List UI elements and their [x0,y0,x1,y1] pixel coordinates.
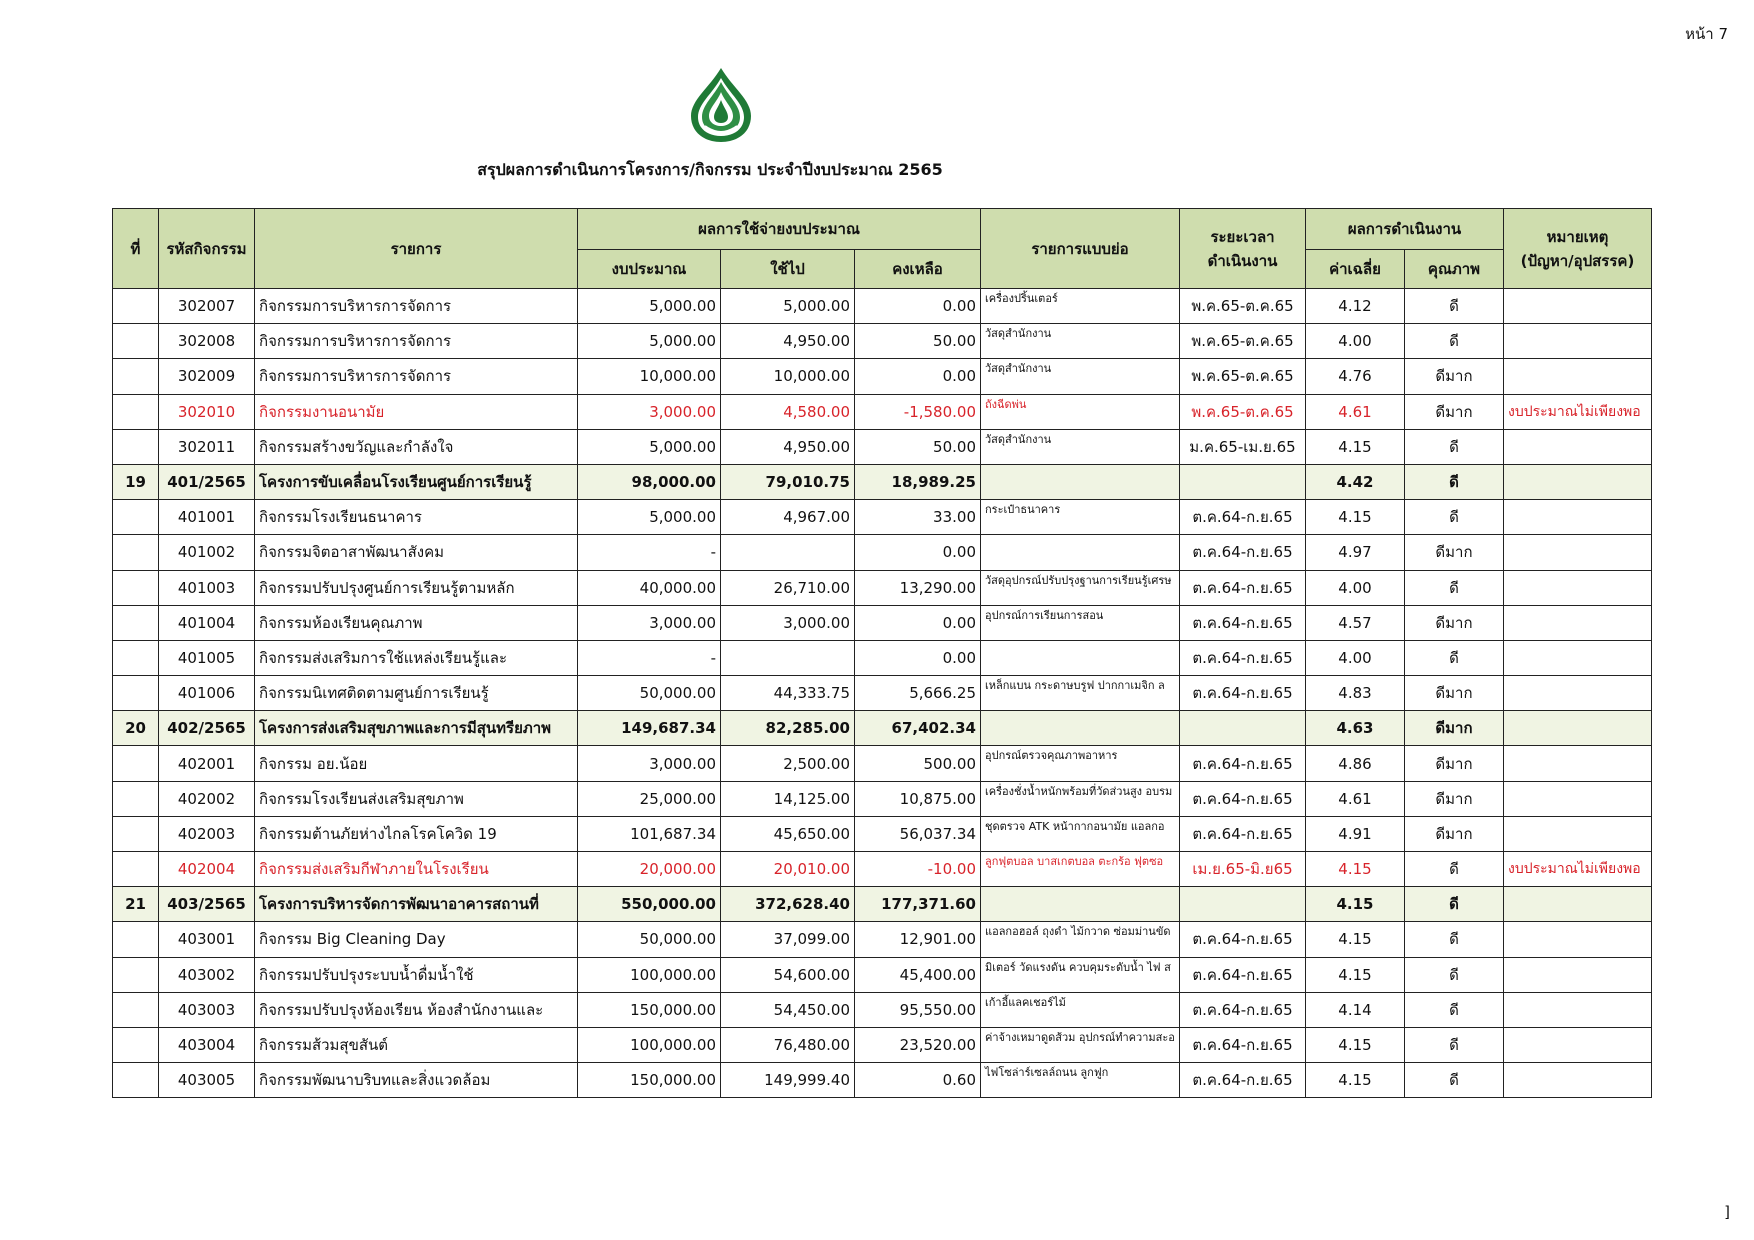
cell-remaining: 45,400.00 [855,957,981,992]
cell-average: 4.15 [1306,887,1405,922]
cell-budget: 40,000.00 [578,570,721,605]
table-row [113,957,1652,992]
cell-remaining: 0.00 [855,640,981,675]
cell-remaining: 177,371.60 [855,887,981,922]
cell-remaining: 500.00 [855,746,981,781]
cell-average: 4.15 [1306,500,1405,535]
cell-item: กิจกรรมปรับปรุงห้องเรียน ห้องสำนักงานและ [255,992,578,1027]
cell-remark [1504,359,1652,394]
cell-remark [1504,816,1652,851]
cell-code: 403001 [159,922,255,957]
cell-brief [981,464,1180,499]
cell-quality: ดี [1405,500,1504,535]
header-quality: คุณภาพ [1405,250,1504,289]
cell-period: เม.ย.65-มิ.ย65 [1180,852,1306,887]
cell-spent: 2,500.00 [721,746,855,781]
cell-code: 302011 [159,429,255,464]
cell-code: 402/2565 [159,711,255,746]
cell-code: 401005 [159,640,255,675]
cell-budget: 100,000.00 [578,1027,721,1062]
table-row [113,816,1652,851]
cell-remark [1504,676,1652,711]
cell-average: 4.15 [1306,852,1405,887]
cell-spent: 4,950.00 [721,324,855,359]
cell-quality: ดีมาก [1405,394,1504,429]
cell-item: กิจกรรมส่งเสริมกีฬาภายในโรงเรียน [255,852,578,887]
cell-item: กิจกรรมส้วมสุขสันต์ [255,1027,578,1062]
cell-spent: 4,967.00 [721,500,855,535]
cell-code: 302007 [159,289,255,324]
cell-quality: ดี [1405,1027,1504,1062]
cell-code: 401/2565 [159,464,255,499]
cell-brief: วัสดุสำนักงาน [981,429,1180,464]
cell-period: ต.ค.64-ก.ย.65 [1180,500,1306,535]
cell-remaining: 0.60 [855,1063,981,1098]
cell-average: 4.61 [1306,394,1405,429]
cell-item: โครงการบริหารจัดการพัฒนาอาคารสถานที่ [255,887,578,922]
cell-no [113,605,159,640]
table-row [113,640,1652,675]
header-budget-group: ผลการใช้จ่ายงบประมาณ [578,209,981,250]
cell-remaining: 33.00 [855,500,981,535]
cell-code: 403002 [159,957,255,992]
cell-no [113,852,159,887]
table-row [113,746,1652,781]
cell-budget: 25,000.00 [578,781,721,816]
cell-item: กิจกรรมโรงเรียนส่งเสริมสุขภาพ [255,781,578,816]
project-row [113,464,1652,499]
cell-item: กิจกรรมการบริหารการจัดการ [255,324,578,359]
cell-item: กิจกรรมโรงเรียนธนาคาร [255,500,578,535]
cell-spent: 82,285.00 [721,711,855,746]
cell-code: 401001 [159,500,255,535]
cell-average: 4.42 [1306,464,1405,499]
school-emblem-icon [687,66,755,144]
table-body [113,289,1652,1098]
header-period-line2: ดำเนินงาน [1207,251,1278,270]
cell-remaining: 50.00 [855,429,981,464]
cell-remaining: 0.00 [855,289,981,324]
cell-quality: ดี [1405,1063,1504,1098]
cell-spent: 149,999.40 [721,1063,855,1098]
table-row [113,394,1652,429]
cell-quality: ดีมาก [1405,816,1504,851]
cell-budget: 3,000.00 [578,746,721,781]
cell-spent: 10,000.00 [721,359,855,394]
cell-remaining: 10,875.00 [855,781,981,816]
cell-remark: งบประมาณไม่เพียงพอ [1504,852,1652,887]
cell-period [1180,887,1306,922]
cell-no: 21 [113,887,159,922]
cell-brief [981,711,1180,746]
cell-code: 302009 [159,359,255,394]
cell-quality: ดีมาก [1405,711,1504,746]
cell-remark [1504,500,1652,535]
cell-no [113,324,159,359]
cell-average: 4.00 [1306,324,1405,359]
cell-quality: ดี [1405,464,1504,499]
cell-code: 402001 [159,746,255,781]
cell-average: 4.00 [1306,640,1405,675]
cell-budget: 150,000.00 [578,992,721,1027]
header-remaining: คงเหลือ [855,250,981,289]
cell-spent: 372,628.40 [721,887,855,922]
cell-budget: 5,000.00 [578,500,721,535]
cell-remark [1504,1063,1652,1098]
report-title: สรุปผลการดำเนินการโครงการ/กิจกรรม ประจำปีงบประมาณ 2565 [477,160,943,179]
header-budget: งบประมาณ [578,250,721,289]
cell-remaining: 67,402.34 [855,711,981,746]
cell-spent: 20,010.00 [721,852,855,887]
cell-average: 4.97 [1306,535,1405,570]
cell-budget: 5,000.00 [578,324,721,359]
cell-quality: ดี [1405,429,1504,464]
table-row [113,676,1652,711]
cell-budget: - [578,535,721,570]
table-row [113,852,1652,887]
cell-item: กิจกรรมต้านภัยห่างไกลโรคโควิด 19 [255,816,578,851]
header-remark-line2: (ปัญหา/อุปสรรค) [1520,251,1635,270]
cell-no [113,394,159,429]
header-brief: รายการแบบย่อ [981,209,1180,289]
table-row [113,324,1652,359]
cell-item: กิจกรรมส่งเสริมการใช้แหล่งเรียนรู้และ [255,640,578,675]
cell-brief: อุปกรณ์การเรียนการสอน [981,605,1180,640]
cell-quality: ดีมาก [1405,676,1504,711]
cell-budget: - [578,640,721,675]
cell-period: ต.ค.64-ก.ย.65 [1180,1063,1306,1098]
cell-no [113,816,159,851]
table-row [113,1027,1652,1062]
cell-quality: ดี [1405,887,1504,922]
cell-brief: ถังฉีดพ่น [981,394,1180,429]
cell-no [113,922,159,957]
cell-budget: 10,000.00 [578,359,721,394]
cell-remaining: 12,901.00 [855,922,981,957]
cell-quality: ดี [1405,922,1504,957]
cell-budget: 5,000.00 [578,429,721,464]
cell-no [113,429,159,464]
cell-brief: ไฟโซล่าร์เซลล์ถนน ลูกฟูก [981,1063,1180,1098]
project-row [113,711,1652,746]
header-period [1180,209,1306,289]
cell-no [113,1027,159,1062]
cell-average: 4.86 [1306,746,1405,781]
cell-period: ต.ค.64-ก.ย.65 [1180,781,1306,816]
cell-item: กิจกรรมสร้างขวัญและกำลังใจ [255,429,578,464]
cell-item: กิจกรรมจิตอาสาพัฒนาสังคม [255,535,578,570]
header-code: รหัสกิจกรรม [159,209,255,289]
cell-average: 4.15 [1306,1063,1405,1098]
cell-remaining: -10.00 [855,852,981,887]
cell-item: กิจกรรมนิเทศติดตามศูนย์การเรียนรู้ [255,676,578,711]
cell-no [113,992,159,1027]
cell-item: โครงการส่งเสริมสุขภาพและการมีสุนทรียภาพ [255,711,578,746]
cell-average: 4.76 [1306,359,1405,394]
cell-period: พ.ค.65-ต.ค.65 [1180,359,1306,394]
cell-spent: 54,600.00 [721,957,855,992]
cell-spent: 14,125.00 [721,781,855,816]
table-row [113,781,1652,816]
cell-remaining: -1,580.00 [855,394,981,429]
cell-remark [1504,640,1652,675]
cell-no [113,1063,159,1098]
cell-average: 4.83 [1306,676,1405,711]
cell-item: กิจกรรมงานอนามัย [255,394,578,429]
cell-remark [1504,570,1652,605]
cell-brief: เหล็กแบน กระดาษบรูฟ ปากกาเมจิก ล [981,676,1180,711]
cell-remaining: 95,550.00 [855,992,981,1027]
cell-brief: เก้าอี้แลคเชอร์ไม้ [981,992,1180,1027]
table-row [113,570,1652,605]
table-row [113,429,1652,464]
cell-code: 402002 [159,781,255,816]
cell-remaining: 0.00 [855,605,981,640]
cell-quality: ดี [1405,570,1504,605]
cell-brief [981,640,1180,675]
header-item: รายการ [255,209,578,289]
cell-average: 4.57 [1306,605,1405,640]
cell-period: พ.ค.65-ต.ค.65 [1180,324,1306,359]
cell-item: กิจกรรมการบริหารการจัดการ [255,359,578,394]
cell-spent: 54,450.00 [721,992,855,1027]
cell-remark [1504,887,1652,922]
cell-brief: อุปกรณ์ตรวจคุณภาพอาหาร [981,746,1180,781]
cell-no [113,359,159,394]
cell-item: กิจกรรม อย.น้อย [255,746,578,781]
cell-brief: เครื่องปริ้นเตอร์ [981,289,1180,324]
cell-period: ต.ค.64-ก.ย.65 [1180,992,1306,1027]
table-row [113,289,1652,324]
cell-budget: 20,000.00 [578,852,721,887]
cell-brief [981,887,1180,922]
cell-remaining: 23,520.00 [855,1027,981,1062]
cell-budget: 550,000.00 [578,887,721,922]
cell-average: 4.15 [1306,1027,1405,1062]
cell-average: 4.12 [1306,289,1405,324]
cell-remark: งบประมาณไม่เพียงพอ [1504,394,1652,429]
cell-remark [1504,1027,1652,1062]
cell-no [113,746,159,781]
cell-spent: 44,333.75 [721,676,855,711]
cell-spent: 5,000.00 [721,289,855,324]
cell-remaining: 0.00 [855,359,981,394]
cell-item: กิจกรรม Big Cleaning Day [255,922,578,957]
cell-budget: 149,687.34 [578,711,721,746]
cell-period [1180,464,1306,499]
header-remark-line1: หมายเหตุ [1546,227,1609,246]
cell-remark [1504,605,1652,640]
project-row [113,887,1652,922]
cell-brief: ค่าจ้างเหมาดูดส้วม อุปกรณ์ทำความสะอ [981,1027,1180,1062]
cell-item: กิจกรรมการบริหารการจัดการ [255,289,578,324]
header-remark [1504,209,1652,289]
cell-remark [1504,781,1652,816]
cell-item: กิจกรรมพัฒนาบริบทและสิ่งแวดล้อม [255,1063,578,1098]
cell-period: ต.ค.64-ก.ย.65 [1180,746,1306,781]
cell-brief: วัสดุอุปกรณ์ปรับปรุงฐานการเรียนรู้เศรษ [981,570,1180,605]
cell-remark [1504,992,1652,1027]
table-row [113,359,1652,394]
cell-period: ต.ค.64-ก.ย.65 [1180,922,1306,957]
cell-spent [721,535,855,570]
cell-code: 401006 [159,676,255,711]
cell-item: กิจกรรมปรับปรุงระบบน้ำดื่มน้ำใช้ [255,957,578,992]
cell-remark [1504,464,1652,499]
cell-brief: แอลกอฮอล์ ถุงดำ ไม้กวาด ซ่อมม่านขัด [981,922,1180,957]
cell-no [113,570,159,605]
cell-spent [721,640,855,675]
cell-quality: ดีมาก [1405,359,1504,394]
cell-remark [1504,324,1652,359]
cell-code: 403003 [159,992,255,1027]
cell-code: 401002 [159,535,255,570]
table-row [113,535,1652,570]
cell-period: ต.ค.64-ก.ย.65 [1180,1027,1306,1062]
cell-remark [1504,957,1652,992]
cell-code: 402003 [159,816,255,851]
table-row [113,1063,1652,1098]
cell-budget: 5,000.00 [578,289,721,324]
cell-average: 4.61 [1306,781,1405,816]
cell-code: 302010 [159,394,255,429]
cell-remark [1504,922,1652,957]
cell-spent: 3,000.00 [721,605,855,640]
table-row [113,992,1652,1027]
cell-remark [1504,429,1652,464]
cell-item: กิจกรรมปรับปรุงศูนย์การเรียนรู้ตามหลัก [255,570,578,605]
cell-average: 4.15 [1306,957,1405,992]
cell-budget: 50,000.00 [578,676,721,711]
cell-average: 4.91 [1306,816,1405,851]
cell-no [113,640,159,675]
cell-no [113,289,159,324]
table-row [113,500,1652,535]
header-period-line1: ระยะเวลา [1210,227,1275,246]
cell-brief: มิเตอร์ วัดแรงดัน ควบคุมระดับน้ำ ไฟ ส [981,957,1180,992]
cell-spent: 4,580.00 [721,394,855,429]
cell-spent: 45,650.00 [721,816,855,851]
cell-brief: ชุดตรวจ ATK หน้ากากอนามัย แอลกอ [981,816,1180,851]
cell-code: 401004 [159,605,255,640]
cell-budget: 3,000.00 [578,394,721,429]
cell-brief: ลูกฟุตบอล บาสเกตบอล ตะกร้อ ฟุตซอ [981,852,1180,887]
cell-average: 4.63 [1306,711,1405,746]
cell-no [113,500,159,535]
cell-spent: 79,010.75 [721,464,855,499]
cell-quality: ดี [1405,957,1504,992]
cell-period: ต.ค.64-ก.ย.65 [1180,570,1306,605]
cell-code: 403004 [159,1027,255,1062]
cell-code: 403/2565 [159,887,255,922]
cell-period: ม.ค.65-เม.ย.65 [1180,429,1306,464]
cell-remaining: 50.00 [855,324,981,359]
cell-period: ต.ค.64-ก.ย.65 [1180,676,1306,711]
budget-summary-table [112,208,1652,1098]
cell-code: 401003 [159,570,255,605]
cell-period [1180,711,1306,746]
cell-period: ต.ค.64-ก.ย.65 [1180,535,1306,570]
table-row [113,922,1652,957]
cell-quality: ดี [1405,852,1504,887]
cell-quality: ดีมาก [1405,535,1504,570]
cell-budget: 50,000.00 [578,922,721,957]
cell-remark [1504,711,1652,746]
cell-quality: ดีมาก [1405,746,1504,781]
cell-spent: 76,480.00 [721,1027,855,1062]
cell-no [113,781,159,816]
cell-remaining: 13,290.00 [855,570,981,605]
header-average: ค่าเฉลี่ย [1306,250,1405,289]
cell-brief [981,535,1180,570]
cell-item: โครงการขับเคลื่อนโรงเรียนศูนย์การเรียนรู้ [255,464,578,499]
cell-item: กิจกรรมห้องเรียนคุณภาพ [255,605,578,640]
cell-quality: ดี [1405,289,1504,324]
cell-average: 4.15 [1306,429,1405,464]
cell-average: 4.14 [1306,992,1405,1027]
cell-spent: 26,710.00 [721,570,855,605]
cell-period: พ.ค.65-ต.ค.65 [1180,289,1306,324]
cell-brief: เครื่องชั่งน้ำหนักพร้อมที่วัดส่วนสูง อบรม [981,781,1180,816]
cell-period: ต.ค.64-ก.ย.65 [1180,816,1306,851]
cell-remaining: 18,989.25 [855,464,981,499]
cell-quality: ดี [1405,324,1504,359]
cell-budget: 98,000.00 [578,464,721,499]
cell-brief: วัสดุสำนักงาน [981,359,1180,394]
cell-brief: กระเป๋าธนาคาร [981,500,1180,535]
cell-remark [1504,535,1652,570]
cell-no [113,676,159,711]
header-result-group: ผลการดำเนินงาน [1306,209,1504,250]
table-row [113,605,1652,640]
cell-average: 4.15 [1306,922,1405,957]
cell-budget: 101,687.34 [578,816,721,851]
header-no: ที่ [113,209,159,289]
cell-no [113,535,159,570]
cell-quality: ดี [1405,640,1504,675]
cell-no [113,957,159,992]
cell-average: 4.00 [1306,570,1405,605]
cell-period: พ.ค.65-ต.ค.65 [1180,394,1306,429]
cell-remaining: 0.00 [855,535,981,570]
cell-period: ต.ค.64-ก.ย.65 [1180,640,1306,675]
cell-period: ต.ค.64-ก.ย.65 [1180,957,1306,992]
cell-code: 402004 [159,852,255,887]
cell-remaining: 5,666.25 [855,676,981,711]
cell-period: ต.ค.64-ก.ย.65 [1180,605,1306,640]
cell-remaining: 56,037.34 [855,816,981,851]
page-number-label: หน้า 7 [1685,25,1728,43]
cell-budget: 3,000.00 [578,605,721,640]
cell-brief: วัสดุสำนักงาน [981,324,1180,359]
cell-budget: 100,000.00 [578,957,721,992]
cell-quality: ดี [1405,992,1504,1027]
cell-quality: ดีมาก [1405,605,1504,640]
cell-no: 20 [113,711,159,746]
cell-spent: 37,099.00 [721,922,855,957]
cell-quality: ดีมาก [1405,781,1504,816]
cell-remark [1504,289,1652,324]
cell-code: 403005 [159,1063,255,1098]
cell-remark [1504,746,1652,781]
cell-code: 302008 [159,324,255,359]
cell-no: 19 [113,464,159,499]
cell-spent: 4,950.00 [721,429,855,464]
corner-mark: ] [1724,1203,1730,1221]
cell-budget: 150,000.00 [578,1063,721,1098]
header-spent: ใช้ไป [721,250,855,289]
